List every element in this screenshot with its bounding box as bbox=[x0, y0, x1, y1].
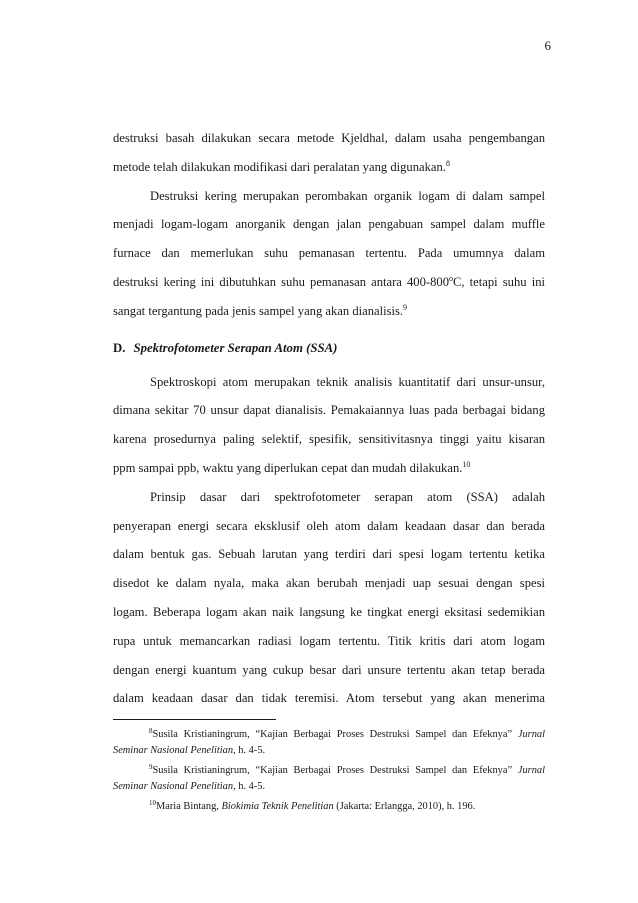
text-span: destruksi kering ini dibutuhkan suhu pemanasan antara 400-800 bbox=[113, 274, 449, 289]
section-number: D. bbox=[113, 340, 126, 355]
text-span: Seminar Nasional Penelitian, bbox=[113, 745, 236, 756]
text-span: Biokimia Teknik Penelitian bbox=[221, 801, 334, 812]
text-span: Jurnal bbox=[517, 765, 545, 776]
text-span: , h. 4-5. bbox=[233, 781, 266, 792]
text-span: Jurnal bbox=[517, 729, 545, 740]
paragraph-line: Spektroskopi atom merupakan teknik analisis kuantitatif dari unsur-unsur, bbox=[150, 374, 545, 389]
footnotes bbox=[113, 727, 545, 819]
paragraph-line: Prinsip dasar dari spektrofotometer serapan atom (SSA) adalah bbox=[150, 489, 545, 504]
paragraph-line bbox=[113, 454, 545, 483]
paragraph-line: rupa untuk memancarkan radiasi logam tertentu. Titik kritis dari atom logam bbox=[113, 633, 545, 648]
footnote bbox=[113, 763, 545, 795]
text-span: sangat tergantung pada jenis sampel yang akan dianalisis. bbox=[113, 303, 404, 318]
footnote-divider bbox=[113, 719, 276, 720]
page-number: 6 bbox=[544, 38, 551, 53]
paragraph-line: dalam keadaan dasar dan tidak teremisi. Atom tersebut yang akan menerima bbox=[113, 691, 545, 706]
footnote-number: 9 bbox=[149, 763, 153, 771]
text-span: Susila Kristianingrum, “Kajian Berbagai Proses Destruksi Sampel dan Efeknya” bbox=[152, 729, 513, 740]
footnote-line bbox=[113, 743, 545, 759]
text-span: Susila Kristianingrum, “Kajian Berbagai Proses Destruksi Sampel dan Efeknya” bbox=[152, 765, 513, 776]
paragraph-line: Destruksi kering merupakan perombakan organik logam di dalam sampel bbox=[150, 188, 545, 203]
paragraph-line: logam. Beberapa logam akan naik langsung ke tingkat energi eksitasi sedemikian bbox=[113, 604, 545, 619]
footnote bbox=[113, 799, 545, 815]
paragraph-line: disedot ke dalam nyala, maka akan berubah menjadi uap sesuai dengan spesi bbox=[113, 576, 545, 591]
footnote-line bbox=[113, 779, 545, 795]
paragraph-line: penyerapan energi secara eksklusif oleh atom dalam keadaan dasar dan berada bbox=[113, 518, 545, 533]
paragraph-line: karena prosedurnya paling selektif, spesifik, sensitivitasnya tinggi yaitu kisaran bbox=[113, 432, 545, 447]
footnote-number: 10 bbox=[149, 799, 156, 807]
paragraph-line bbox=[113, 268, 545, 297]
section-title: Spektrofotometer Serapan Atom (SSA) bbox=[133, 340, 338, 355]
paragraph-line: dalam bentuk gas. Sebuah larutan yang terdiri dari spesi logam tertentu ketika bbox=[113, 547, 545, 562]
degree-sup: o bbox=[449, 273, 453, 283]
text-span: ppm sampai ppb, waktu yang diperlukan cepat dan mudah dilakukan. bbox=[113, 460, 463, 475]
section-heading bbox=[113, 334, 545, 362]
footnote-ref: 9 bbox=[403, 302, 408, 312]
body-text bbox=[113, 124, 545, 713]
footnote-ref: 8 bbox=[445, 158, 450, 168]
text-span: Seminar Nasional Penelitian bbox=[113, 781, 234, 792]
text-span: metode telah dilakukan modifikasi dari peralatan yang digunakan. bbox=[113, 159, 446, 174]
paragraph-line bbox=[113, 153, 545, 182]
footnote-ref: 10 bbox=[462, 459, 471, 469]
paragraph-line: furnace dan memerlukan suhu pemanasan tertentu. Pada umumnya dalam bbox=[113, 246, 545, 261]
footnote bbox=[113, 727, 545, 759]
paragraph-line: dengan energi kuantum yang cukup besar dari unsure tertentu akan tetap berada bbox=[113, 662, 545, 677]
text-span: C, tetapi suhu ini bbox=[453, 274, 545, 289]
footnote-line bbox=[113, 727, 545, 743]
paragraph-line: menjadi logam-logam anorganik dengan jalan pengabuan sampel dalam muffle bbox=[113, 217, 545, 232]
text-span: h. 4-5. bbox=[235, 745, 266, 756]
footnote-line bbox=[113, 763, 545, 779]
text-span: (Jakarta: Erlangga, 2010), h. 196. bbox=[333, 801, 476, 812]
paragraph-line bbox=[113, 297, 545, 326]
paragraph-line: destruksi basah dilakukan secara metode Kjeldhal, dalam usaha pengembangan bbox=[113, 131, 545, 145]
footnote-number: 8 bbox=[149, 727, 153, 735]
paragraph-line: dimana sekitar 70 unsur dapat dianalisis. Pemakaiannya luas pada berbagai bidang bbox=[113, 403, 545, 418]
text-span: Maria Bintang, bbox=[156, 801, 222, 812]
